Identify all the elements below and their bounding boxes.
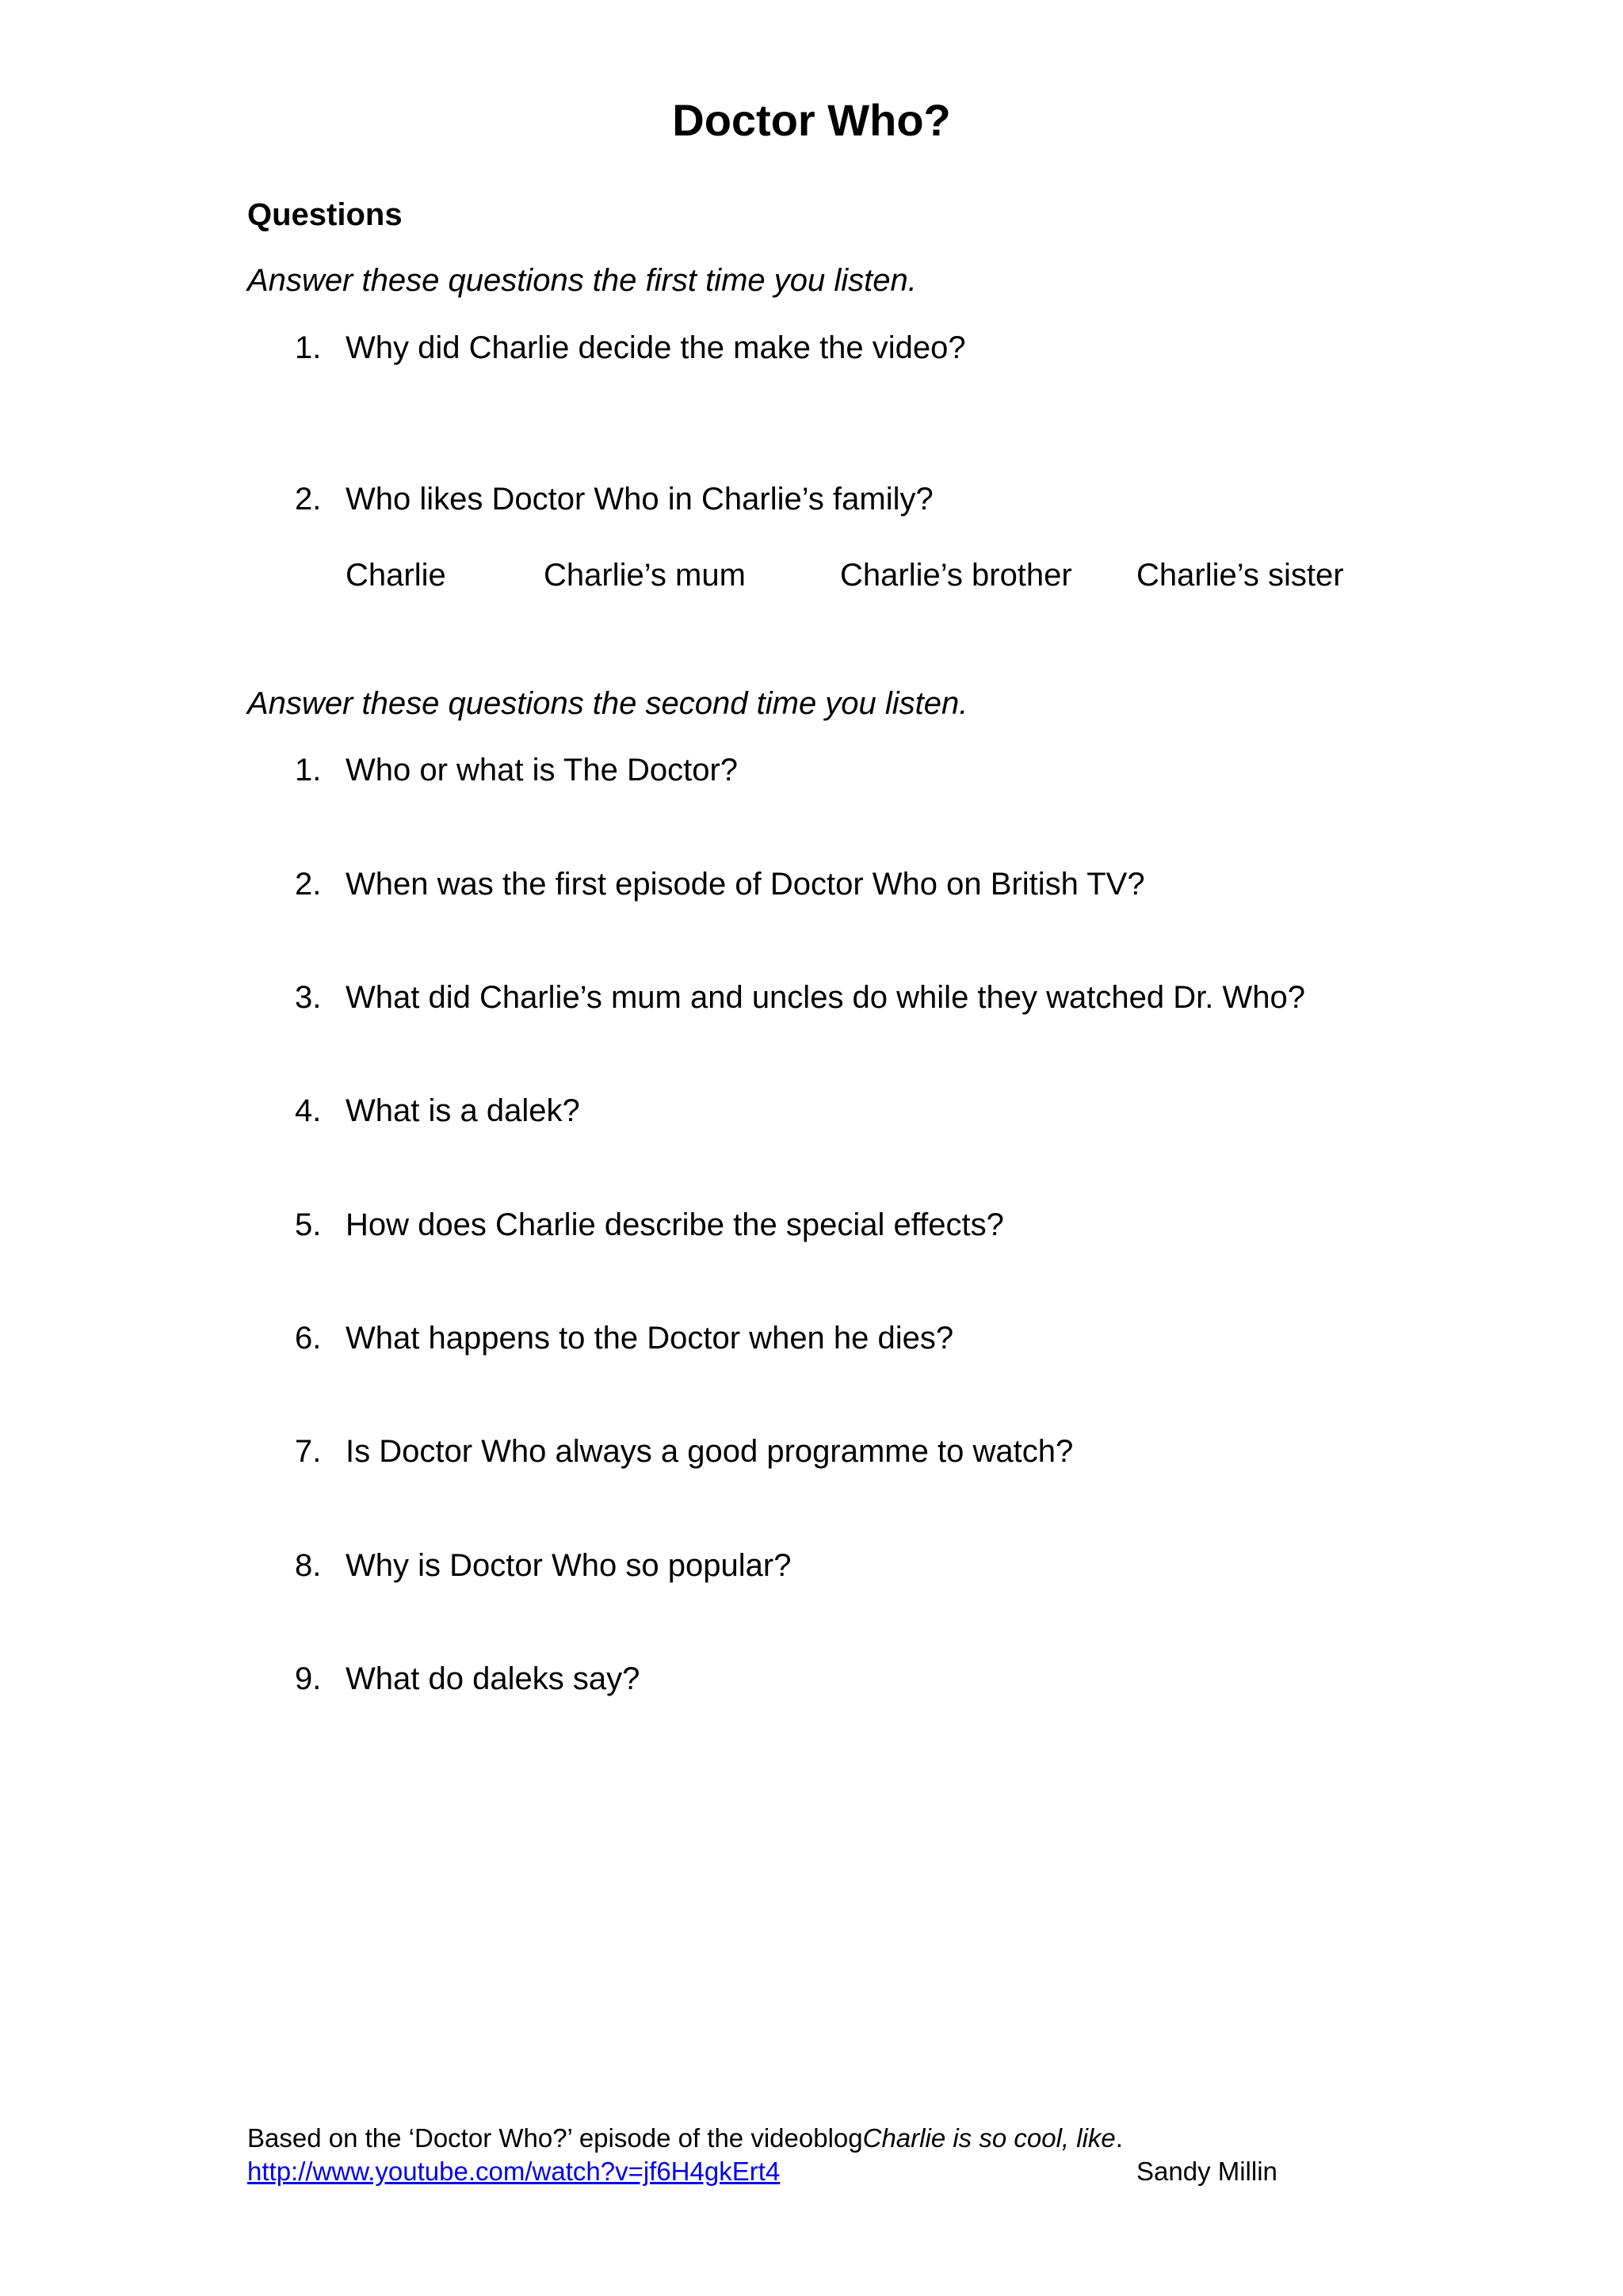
part2-question-number: 6. [295,1321,322,1356]
footer-series-title: Charlie is so cool, like [862,2123,1116,2153]
part2-question-text: What do daleks say? [346,1661,640,1696]
family-option: Charlie’s brother [840,558,1072,593]
footer-period: . [1115,2123,1123,2153]
footer-video-link[interactable]: http://www.youtube.com/watch?v=jf6H4gkErt4 [247,2157,781,2186]
part2-question-number: 4. [295,1093,322,1128]
footer-based-on: Based on the ‘Doctor Who?’ episode of the videoblog [247,2123,863,2153]
part2-question-text: How does Charlie describe the special effects? [346,1207,1004,1242]
part2-question-number: 5. [295,1207,322,1242]
part2-question-number: 7. [295,1434,322,1469]
part2-question-text: What is a dalek? [346,1093,580,1128]
page-title: Doctor Who? [672,95,951,145]
part2-question-number: 9. [295,1661,322,1696]
section-heading: Questions [247,197,403,232]
family-option: Charlie [346,558,446,593]
footer-author: Sandy Millin [1136,2157,1277,2186]
part2-question-number: 8. [295,1548,322,1583]
part1-question-number: 2. [295,482,322,517]
part1-question-text: Why did Charlie decide the make the video? [346,330,966,365]
family-option: Charlie’s sister [1136,558,1344,593]
part2-question-text: What did Charlie’s mum and uncles do while they watched Dr. Who? [346,980,1305,1015]
part2-question-number: 1. [295,753,322,788]
part1-instruction: Answer these questions the first time you listen. [247,263,917,298]
part2-question-text: Why is Doctor Who so popular? [346,1548,792,1583]
part2-question-text: When was the first episode of Doctor Who on British TV? [346,867,1145,902]
part2-instruction: Answer these questions the second time you listen. [247,686,968,721]
part2-question-number: 3. [295,980,322,1015]
footer-credit [247,2122,1123,2154]
part2-question-text: Who or what is The Doctor? [346,753,739,788]
part2-question-number: 2. [295,867,322,902]
part1-question-text: Who likes Doctor Who in Charlie’s family? [346,482,934,517]
part2-question-text: What happens to the Doctor when he dies? [346,1321,954,1356]
family-option: Charlie’s mum [544,558,746,593]
part2-question-text: Is Doctor Who always a good programme to watch? [346,1434,1074,1469]
part1-question-number: 1. [295,330,322,365]
